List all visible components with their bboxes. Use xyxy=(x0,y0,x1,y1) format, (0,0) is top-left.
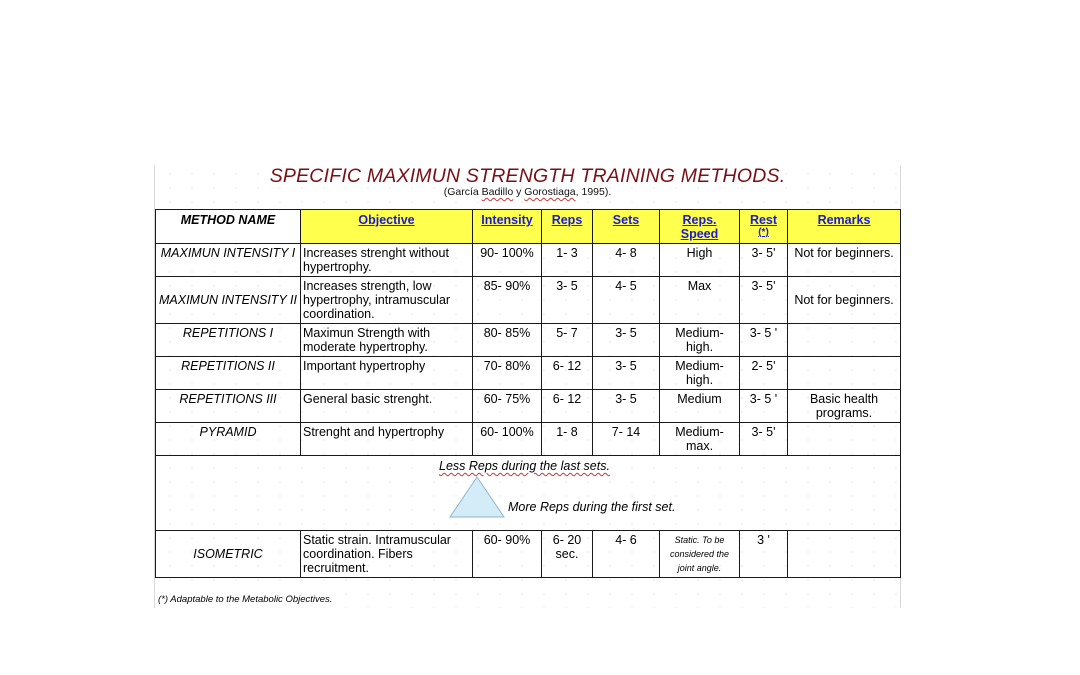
objective-cell: Strenght and hypertrophy xyxy=(301,423,473,456)
remarks-cell xyxy=(788,423,901,456)
subtitle-mid: y xyxy=(513,186,525,198)
reps-cell: 3- 5 xyxy=(542,277,593,324)
objective-cell: Maximun Strength with moderate hypertrophy. xyxy=(301,324,473,357)
header-method-name: METHOD NAME xyxy=(156,210,301,244)
sets-cell: 3- 5 xyxy=(593,357,660,390)
reps-cell: 6- 20 sec. xyxy=(542,531,593,578)
method-name-cell: PYRAMID xyxy=(156,423,301,456)
intensity-cell: 60- 100% xyxy=(473,423,542,456)
header-remarks: Remarks xyxy=(788,210,901,244)
speed-cell: Medium- high. xyxy=(660,324,740,357)
rest-cell: 3- 5 ' xyxy=(740,324,788,357)
method-name-cell: REPETITIONS III xyxy=(156,390,301,423)
header-objective: Objective xyxy=(301,210,473,244)
pyramid-illustration-row xyxy=(156,456,901,531)
remarks-cell: Basic health programs. xyxy=(788,390,901,423)
pyramid-triangle-icon xyxy=(449,476,505,518)
header-row xyxy=(156,210,901,244)
rest-cell: 3- 5 ' xyxy=(740,390,788,423)
objective-cell: Increases strenght without hypertrophy. xyxy=(301,244,473,277)
rest-cell: 3- 5' xyxy=(740,277,788,324)
table-row xyxy=(156,324,901,357)
page-subtitle xyxy=(155,186,900,198)
subtitle-pre: (García xyxy=(443,186,482,198)
method-name-cell: MAXIMUN INTENSITY II xyxy=(156,277,301,324)
remarks-cell xyxy=(788,357,901,390)
speed-cell: Static. To be considered the joint angle. xyxy=(660,531,740,578)
sets-cell: 4- 8 xyxy=(593,244,660,277)
speed-cell: High xyxy=(660,244,740,277)
sets-cell: 7- 14 xyxy=(593,423,660,456)
speed-cell: Medium- max. xyxy=(660,423,740,456)
table-row xyxy=(156,244,901,277)
sets-cell: 4- 6 xyxy=(593,531,660,578)
objective-cell: General basic strenght. xyxy=(301,390,473,423)
reps-cell: 6- 12 xyxy=(542,390,593,423)
rest-cell: 3 ' xyxy=(740,531,788,578)
header-reps: Reps xyxy=(542,210,593,244)
rest-cell: 3- 5' xyxy=(740,423,788,456)
speed-cell: Max xyxy=(660,277,740,324)
header-reps-speed-l1: Reps. xyxy=(682,213,717,227)
speed-cell: Medium xyxy=(660,390,740,423)
table-row xyxy=(156,277,901,324)
table-row xyxy=(156,357,901,390)
objective-cell: Important hypertrophy xyxy=(301,357,473,390)
reps-cell: 6- 12 xyxy=(542,357,593,390)
remarks-cell: Not for beginners. xyxy=(788,244,901,277)
intensity-cell: 90- 100% xyxy=(473,244,542,277)
header-rest-l2: (*) xyxy=(758,227,769,238)
speed-cell: Medium- high. xyxy=(660,357,740,390)
sets-cell: 4- 5 xyxy=(593,277,660,324)
reps-cell: 5- 7 xyxy=(542,324,593,357)
objective-cell: Increases strength, low hypertrophy, intramuscular coordination. xyxy=(301,277,473,324)
sets-cell: 3- 5 xyxy=(593,324,660,357)
footnote: (*) Adaptable to the Metabolic Objectives. xyxy=(158,594,333,605)
reps-cell: 1- 3 xyxy=(542,244,593,277)
remarks-cell xyxy=(788,324,901,357)
less-reps-note: Less Reps during the last sets. xyxy=(439,459,610,473)
sets-cell: 3- 5 xyxy=(593,390,660,423)
header-reps-speed-l2: Speed xyxy=(680,227,719,241)
subtitle-post: , 1995). xyxy=(575,186,612,198)
table-row-isometric xyxy=(156,531,901,578)
methods-table xyxy=(155,209,901,578)
more-reps-note: More Reps during the first set. xyxy=(508,500,676,514)
remarks-cell xyxy=(788,531,901,578)
intensity-cell: 85- 90% xyxy=(473,277,542,324)
objective-cell: Static strain. Intramuscular coordination. Fibers recruitment. xyxy=(301,531,473,578)
reps-cell: 1- 8 xyxy=(542,423,593,456)
spreadsheet-page xyxy=(154,165,901,608)
pyramid-illustration-cell xyxy=(156,456,901,531)
intensity-cell: 60- 75% xyxy=(473,390,542,423)
subtitle-author-badillo: Badillo xyxy=(481,186,514,198)
method-name-cell: ISOMETRIC xyxy=(156,531,301,578)
header-rest xyxy=(740,210,788,244)
intensity-cell: 80- 85% xyxy=(473,324,542,357)
intensity-cell: 70- 80% xyxy=(473,357,542,390)
method-name-cell: REPETITIONS I xyxy=(156,324,301,357)
header-sets: Sets xyxy=(593,210,660,244)
method-name-cell: MAXIMUN INTENSITY I xyxy=(156,244,301,277)
remarks-cell: Not for beginners. xyxy=(788,277,901,324)
header-rest-l1: Rest xyxy=(749,213,778,227)
table-row xyxy=(156,390,901,423)
subtitle-author-gorostiaga: Gorostiaga xyxy=(524,186,576,198)
header-intensity: Intensity xyxy=(473,210,542,244)
rest-cell: 2- 5' xyxy=(740,357,788,390)
rest-cell: 3- 5' xyxy=(740,244,788,277)
header-reps-speed xyxy=(660,210,740,244)
intensity-cell: 60- 90% xyxy=(473,531,542,578)
method-name-cell: REPETITIONS II xyxy=(156,357,301,390)
table-row xyxy=(156,423,901,456)
page-title: SPECIFIC MAXIMUN STRENGTH TRAINING METHODS. xyxy=(269,165,786,187)
